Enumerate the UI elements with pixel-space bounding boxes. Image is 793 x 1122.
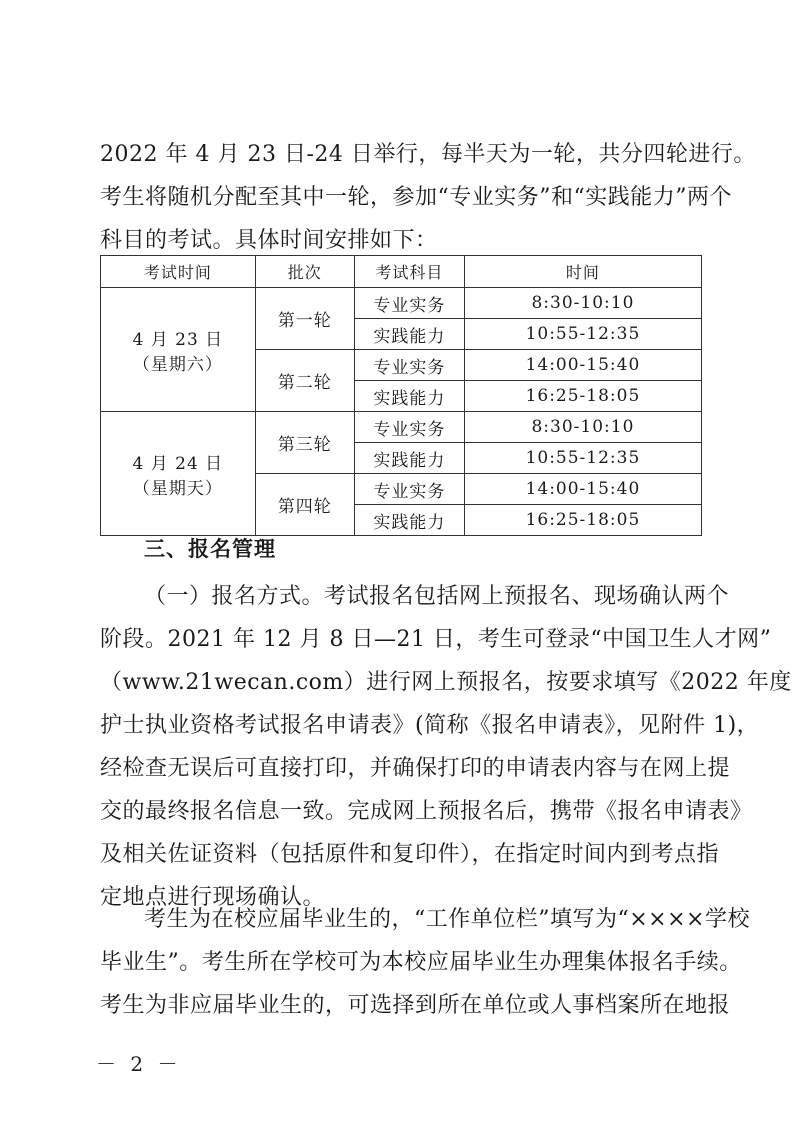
para1-line-4: 护士执业资格考试报名申请表》(简称《报名申请表》，见附件 1)， <box>100 713 760 738</box>
time-cell: 10:55-12:35 <box>464 443 701 474</box>
para2-line-1: 考生为在校应届毕业生的，“工作单位栏”填写为“××××学校 <box>144 907 750 932</box>
table-row <box>101 412 702 443</box>
round-cell: 第一轮 <box>255 288 354 350</box>
subject-cell: 专业实务 <box>354 412 464 443</box>
weekday-text: （星期六） <box>132 354 223 375</box>
time-cell: 8:30-10:10 <box>464 288 701 319</box>
date-text: 4 月 24 日 <box>132 453 224 474</box>
round-cell: 第二轮 <box>255 350 354 412</box>
subject-cell: 专业实务 <box>354 288 464 319</box>
header-time: 时间 <box>464 256 701 288</box>
time-cell: 14:00-15:40 <box>464 350 701 381</box>
para1-line-3: （www.21wecan.com）进行网上预报名，按要求填写《2022 年度 <box>100 670 792 695</box>
para1-line-7: 及相关佐证资料（包括原件和复印件），在指定时间内到考点指 <box>100 842 720 867</box>
intro-line-3: 科目的考试。具体时间安排如下： <box>100 228 438 253</box>
para2-line-3: 考生为非应届毕业生的，可选择到所在单位或人事档案所在地报 <box>100 993 731 1018</box>
para1-line-1: （一）报名方式。考试报名包括网上预报名、现场确认两个 <box>144 584 730 609</box>
intro-paragraph <box>100 133 756 262</box>
time-cell: 16:25-18:05 <box>464 505 701 536</box>
para1-line-5: 经检查无误后可直接打印，并确保打印的申请表内容与在网上提 <box>100 756 731 781</box>
subject-cell: 专业实务 <box>354 350 464 381</box>
para1-line-8: 定地点进行现场确认。 <box>100 885 326 910</box>
subject-cell: 实践能力 <box>354 443 464 474</box>
page-number: － 2 － <box>96 1052 182 1076</box>
header-round: 批次 <box>255 256 354 288</box>
subject-cell: 实践能力 <box>354 319 464 350</box>
time-cell: 8:30-10:10 <box>464 412 701 443</box>
intro-line-1: 2022 年 4 月 23 日-24 日举行，每半天为一轮，共分四轮进行。 <box>100 142 756 167</box>
time-cell: 10:55-12:35 <box>464 319 701 350</box>
header-exam-date: 考试时间 <box>101 256 256 288</box>
weekday-text: （星期天） <box>132 478 223 499</box>
time-cell: 14:00-15:40 <box>464 474 701 505</box>
subject-cell: 实践能力 <box>354 381 464 412</box>
registration-method-paragraph <box>100 575 792 919</box>
subject-cell: 实践能力 <box>354 505 464 536</box>
time-cell: 16:25-18:05 <box>464 381 701 412</box>
round-cell: 第三轮 <box>255 412 354 474</box>
section-title: 三、报名管理 <box>144 537 276 561</box>
header-subject: 考试科目 <box>354 256 464 288</box>
para2-line-2: 毕业生”。考生所在学校可为本校应届毕业生办理集体报名手续。 <box>100 950 742 975</box>
intro-line-2: 考生将随机分配至其中一轮，参加“专业实务”和“实践能力”两个 <box>100 185 732 210</box>
date-cell <box>101 412 256 536</box>
exam-schedule-table <box>100 255 702 536</box>
date-text: 4 月 23 日 <box>132 329 224 350</box>
graduate-registration-paragraph <box>100 898 750 1027</box>
subject-cell: 专业实务 <box>354 474 464 505</box>
para1-line-6: 交的最终报名信息一致。完成网上预报名后，携带《报名申请表》 <box>100 799 753 824</box>
table-row <box>101 288 702 319</box>
date-cell <box>101 288 256 412</box>
round-cell: 第四轮 <box>255 474 354 536</box>
table-header-row <box>101 256 702 288</box>
para1-line-2: 阶段。2021 年 12 月 8 日—21 日，考生可登录“中国卫生人才网” <box>100 627 772 652</box>
